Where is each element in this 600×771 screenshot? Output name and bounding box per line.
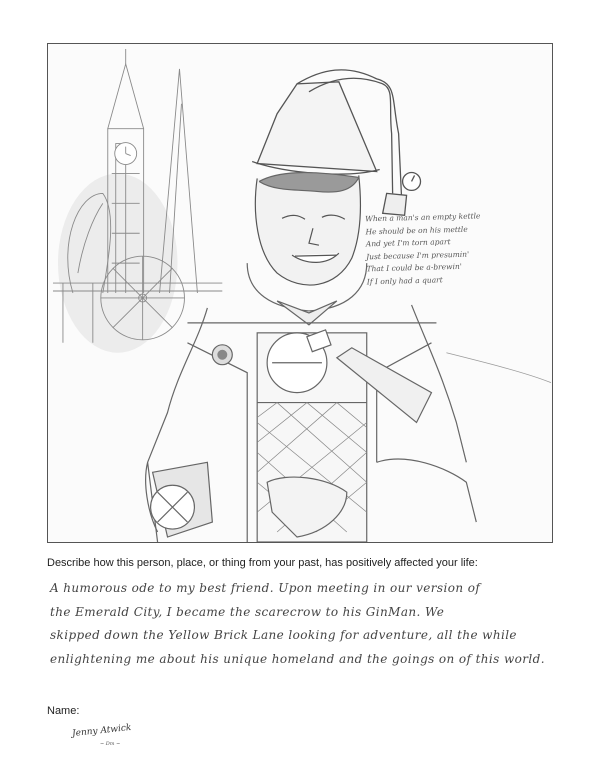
name-label: Name: — [47, 705, 80, 717]
answer-line: enlightening me about his unique homeland and the goings on of this world. — [50, 651, 545, 666]
handwritten-answer — [50, 577, 550, 671]
lyrics-line: When a man's an empty kettle — [365, 211, 481, 224]
body — [146, 263, 477, 542]
answer-line: the Emerald City, I became the scarecrow to his GinMan. We — [50, 604, 445, 619]
answer-line: skipped down the Yellow Brick Lane looking for adventure, all the while — [50, 628, 517, 642]
lyrics-line: He should be on his mettle — [365, 224, 468, 236]
lyrics-line: And yet I'm torn apart — [365, 237, 451, 249]
signature: Jenny Atwick — [71, 722, 132, 740]
london-skyline — [53, 49, 222, 353]
illustration-frame — [47, 43, 553, 543]
signature-subscript: ~ Dm ~ — [100, 741, 121, 747]
lyrics-line: That I could be a-brewin' — [366, 261, 462, 274]
form-prompt: Describe how this person, place, or thing from your past, has positively affected your life: — [47, 557, 478, 569]
lyrics-annotation — [365, 209, 547, 289]
lyrics-line: If I only had a quart — [366, 274, 443, 286]
lyrics-line: Just because I'm presumin' — [366, 249, 470, 261]
tin-man-drawing — [48, 44, 552, 542]
face — [255, 173, 360, 285]
answer-line: A humorous ode to my best friend. Upon meeting in our version of — [50, 581, 481, 595]
